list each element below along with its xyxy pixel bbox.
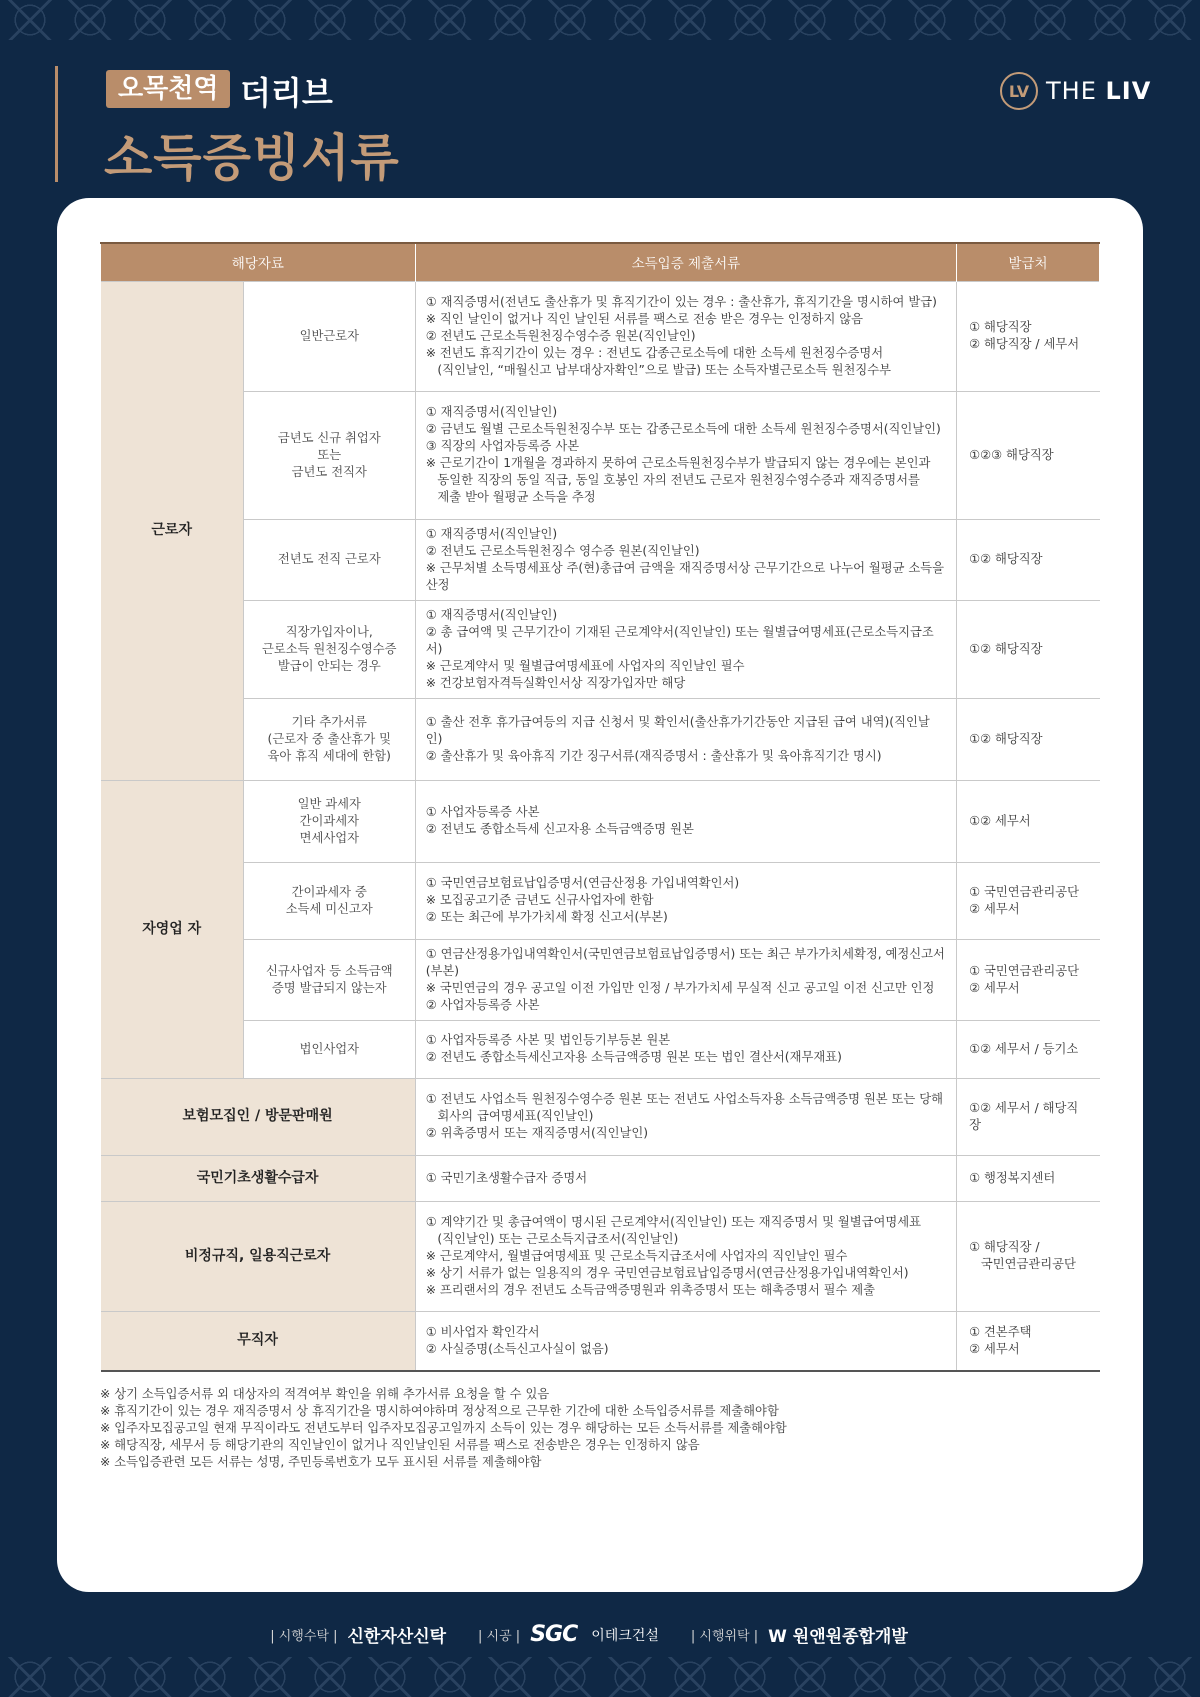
category-worker: 근로자	[101, 281, 244, 780]
bottom-pattern	[0, 1657, 1200, 1697]
document-list: ① 재직증명서(직인날인) ② 전년도 근로소득원천징수 영수증 원본(직인날인) ※ 근무처별 소득명세표상 주(현)총급여 금액을 재직증명서상 근무기간으로 나누어 월평균 소득을 산정	[425, 526, 945, 592]
top-pattern	[0, 0, 1200, 40]
issuer-label: ①② 세무서 / 등기소	[969, 1041, 1079, 1056]
document-list: ① 비사업자 확인각서 ② 사실증명(소득신고사실이 없음)	[425, 1324, 609, 1356]
note-line: ※ 입주자모집공고일 현재 무직이라도 전년도부터 입주자모집공고일까지 소득이 있는 경우 해당하는 모든 소득서류를 제출해야함	[100, 1421, 787, 1435]
subcategory-label: 간이과세자 중 소득세 미신고자	[285, 884, 373, 916]
header-documents: 소득입증 제출서류	[415, 243, 956, 281]
developer-brand: W 원앤원종합개발	[768, 1627, 908, 1647]
page-title: 소득증빙서류	[104, 129, 400, 187]
footer-label: | 시행위탁 |	[690, 1629, 759, 1644]
note-line: ※ 상기 소득입증서류 외 대상자의 적격여부 확인을 위해 추가서류 요청을 할 수 있음	[100, 1387, 550, 1401]
category-basic-livelihood: 국민기초생활수급자	[101, 1155, 416, 1201]
subcategory-label: 직장가입자이나, 근로소득 원천징수영수증 발급이 안되는 경우	[261, 624, 397, 673]
subcategory-label: 기타 추가서류 (근로자 중 출산휴가 및 육아 휴직 세대에 한함)	[267, 714, 391, 763]
subcategory-label: 전년도 전직 근로자	[277, 552, 381, 566]
issuer-label: ① 국민연금관리공단 ② 세무서	[969, 963, 1080, 995]
issuer-label: ① 행정복지센터	[969, 1170, 1056, 1185]
document-list: ① 재직증명서(직인날인) ② 금년도 월별 근로소득원천징수부 또는 갑종근로소득에 대한 소득세 원천징수증명서(직인날인) ③ 직장의 사업자등록증 사본 ※ 근로기간이 1개월을 경과하지 못하여 근로소득원천징수부가 발급되지 않는 경우에는 본인과 동일한 직장의 동일 직급, 동일 호봉인 자의 전년도 근로자 원천징수영수증과 재직증명서를 제출 받아 월평균 소득을 추정	[425, 405, 941, 504]
footer-label: | 시공 |	[478, 1629, 521, 1644]
document-list: ① 사업자등록증 사본 및 법인등기부등본 원본 ② 전년도 종합소득세신고자용 소득금액증명 원본 또는 법인 결산서(재무재표)	[425, 1033, 842, 1064]
subcategory-label: 일반근로자	[299, 328, 359, 343]
category-irregular-worker: 비정규직, 일용직근로자	[101, 1201, 416, 1311]
issuer-label: ①② 해당직장	[969, 552, 1043, 566]
notes-section	[100, 1386, 1100, 1471]
footer-label: | 시행수탁 |	[270, 1629, 338, 1644]
income-documents-table	[100, 242, 1100, 1372]
logo-text: THE LIV	[1046, 77, 1152, 105]
issuer-label: ① 해당직장 ② 해당직장 / 세무서	[969, 320, 1080, 351]
note-line: ※ 해당직장, 세무서 등 해당기관의 직인날인이 없거나 직인날인된 서류를 팩스로 전송받은 경우는 인정하지 않음	[100, 1438, 700, 1452]
document-list: ① 국민연금보험료납입증명서(연금산정용 가입내역확인서) ※ 모집공고기준 금년도 신규사업자에 한함 ② 또는 최근에 부가가치세 확정 신고서(부본)	[425, 876, 740, 924]
issuer-label: ① 국민연금관리공단 ② 세무서	[969, 884, 1080, 916]
note-line: ※ 소득입증관련 모든 서류는 성명, 주민등록번호가 모두 표시된 서류를 제출해야함	[100, 1455, 542, 1469]
the-liv-logo	[1000, 72, 1151, 110]
builder-brand: 이테크건설	[591, 1627, 659, 1644]
document-list: ① 사업자등록증 사본 ② 전년도 종합소득세 신고자용 소득금액증명 원본	[425, 805, 694, 836]
subcategory-label: 일반 과세자 간이과세자 면세사업자	[297, 796, 361, 845]
category-insurance-sales: 보험모집인 / 방문판매원	[101, 1078, 416, 1155]
liv-logo-icon: LV	[1000, 72, 1038, 110]
note-line: ※ 휴직기간이 있는 경우 재직증명서 상 휴직기간을 명시하여야하며 정상적으로 근무한 기간에 대한 소득입증서류를 제출해야함	[100, 1404, 779, 1418]
title-accent-bar	[55, 66, 58, 182]
document-list: ① 출산 전후 휴가급여등의 지급 신청서 및 확인서(출산휴가기간동안 지급된 급여 내역)(직인날인) ② 출산휴가 및 육아휴직 기간 징구서류(재직증명서 : 출산휴가 및 육아휴직기간 명시)	[425, 714, 930, 763]
document-list: ① 국민기초생활수급자 증명서	[425, 1170, 588, 1185]
station-tag: 오목천역	[106, 70, 230, 108]
trustee-brand: 신한자산신탁	[347, 1627, 447, 1647]
issuer-label: ①② 해당직장	[969, 641, 1043, 656]
header-issuer: 발급처	[957, 243, 1100, 281]
subcategory-label: 법인사업자	[299, 1041, 359, 1056]
document-list: ① 전년도 사업소득 원천징수영수증 원본 또는 전년도 사업소득자용 소득금액증명 원본 또는 당해 회사의 급여명세표(직인날인) ② 위촉증명서 또는 재직증명서(직인날인)	[425, 1092, 943, 1140]
document-list: ① 연금산정용가입내역확인서(국민연금보험료납입증명서) 또는 최근 부가가치세확정, 예정신고서(부본) ※ 국민연금의 경우 공고일 이전 가입만 인정 / 부가가치세 무실적 신고 공고일 이전 신고만 인정 ② 사업자등록증 사본	[425, 946, 945, 1012]
issuer-label: ①② 해당직장	[969, 731, 1043, 746]
footer-credits	[0, 1622, 1200, 1647]
document-list: ① 재직증명서(전년도 출산휴가 및 휴직기간이 있는 경우 : 출산휴가, 휴직기간을 명시하여 발급) ※ 직인 날인이 없거나 직인 날인된 서류를 팩스로 전송 받은 경우는 인정하지 않음 ② 전년도 근로소득원천징수영수증 원본(직인날인) ※ 전년도 휴직기간이 있는 경우 : 전년도 갑종근로소득에 대한 소득세 원천징수증명서 (직인날인, “매월신고 납부대상자확인”으로 발급) 또는 소득자별근로소득 원천징수부	[425, 294, 937, 377]
brand-name: 더리브	[240, 74, 333, 112]
issuer-label: ① 견본주택 ② 세무서	[969, 1324, 1032, 1356]
subcategory-label: 금년도 신규 취업자 또는 금년도 전직자	[277, 430, 381, 479]
category-self-employed: 자영업 자	[101, 780, 244, 1078]
category-unemployed: 무직자	[101, 1311, 416, 1371]
issuer-label: ① 해당직장 / 국민연금관리공단	[969, 1240, 1076, 1271]
document-list: ① 계약기간 및 총급여액이 명시된 근로계약서(직인날인) 또는 재직증명서 및 월별급여명세표 (직인날인) 또는 근로소득지급조서(직인날인) ※ 근로계약서, 월별급여명세표 및 근로소득지급조서에 사업자의 직인날인 필수 ※ 상기 서류가 없는 일용직의 경우 국민연금보험료납입증명서(연금산정용가입내역확인서) ※ 프리랜서의 경우 전년도 소득금액증명원과 위촉증명서 또는 해촉증명서 필수 제출	[425, 1214, 922, 1297]
subcategory-label: 신규사업자 등 소득금액 증명 발급되지 않는자	[265, 963, 393, 995]
issuer-label: ①② 세무서 / 해당직장	[969, 1100, 1079, 1132]
issuer-label: ①② 세무서	[969, 813, 1031, 828]
header-category: 해당자료	[101, 243, 416, 281]
sgc-logo: SGC	[530, 1622, 578, 1647]
issuer-label: ①②③ 해당직장	[969, 447, 1054, 462]
document-list: ① 재직증명서(직인날인) ② 총 급여액 및 근무기간이 기재된 근로계약서(직인날인) 또는 월별급여명세표(근로소득지급조서) ※ 근로계약서 및 월별급여명세표에 사업자의 직인날인 필수 ※ 건강보험자격득실확인서상 직장가입자만 해당	[425, 607, 934, 690]
